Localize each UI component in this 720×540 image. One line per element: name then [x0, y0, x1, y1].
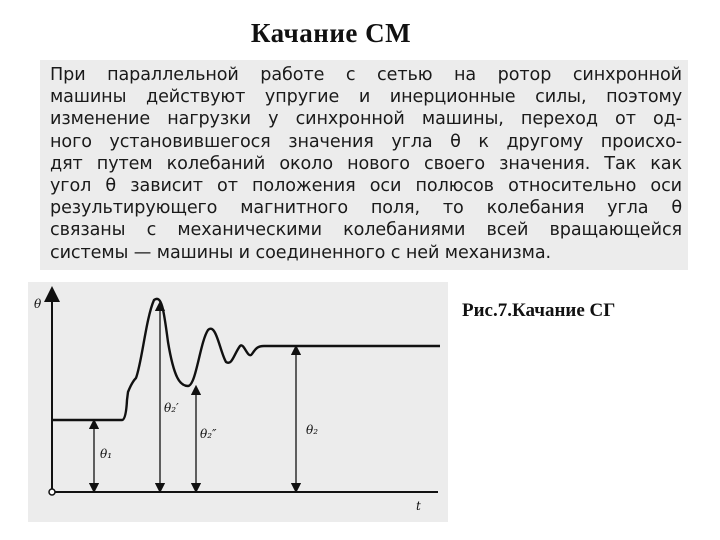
oscillation-graph	[28, 282, 448, 522]
paragraph-line: ного установившегося значения угла θ к другому происхо-	[50, 131, 682, 152]
paragraph-line: изменение нагрузки у синхронной машины, переход от од-	[50, 109, 682, 130]
origin-point	[49, 489, 55, 495]
y-axis-label: θ	[34, 297, 42, 311]
figure-caption: Рис.7.Качание СГ	[462, 300, 616, 321]
theta1-label: θ₁	[100, 447, 113, 461]
paragraph-line: связаны с механическими колебаниями всей вращающейся	[50, 220, 682, 241]
scanned-paragraph	[40, 60, 688, 270]
paragraph-line: При параллельной работе с сетью на ротор синхронной	[50, 65, 682, 85]
paragraph-line: результирующего магнитного поля, то колебания угла θ	[50, 198, 682, 219]
slide-title: Качание СМ	[250, 18, 412, 48]
paragraph-line: машины действуют упругие и инерционные силы, поэтому	[50, 87, 682, 108]
theta2-label: θ₂	[306, 423, 319, 437]
theta2-double-prime-label: θ₂″	[200, 427, 217, 441]
theta2-prime-label: θ₂′	[164, 401, 179, 415]
theta-curve	[52, 299, 440, 420]
paragraph-line: системы — машины и соединенного с ней механизма.	[50, 242, 552, 263]
x-axis-label: t	[416, 499, 421, 513]
oscillation-figure	[28, 282, 448, 522]
paragraph-line: дят путем колебаний около нового своего значения. Так как	[50, 153, 682, 174]
paragraph-line: угол θ зависит от положения оси полюсов относительно оси	[50, 176, 682, 197]
